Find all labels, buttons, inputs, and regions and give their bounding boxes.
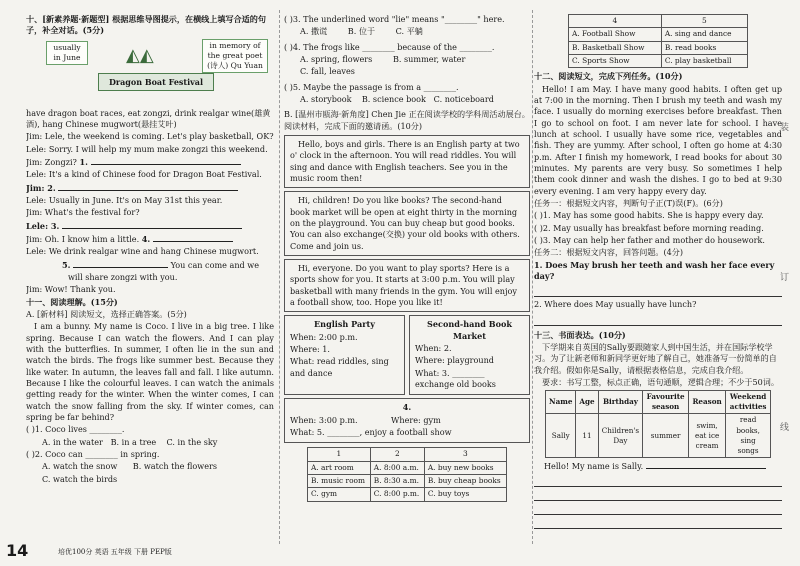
dialog-line: Jim: Zongzi? 1. <box>26 156 274 168</box>
q3-options: A. 撒谎 B. 位于 C. 平躺 <box>300 26 423 37</box>
judge-item: ( )2. May usually has breakfast before morning reading. <box>534 222 764 233</box>
notice-card: Hello, boys and girls. There is an English party at two o' clock in the afternoon. You will read riddles. You will sing and dance with English teachers. See you in the music room then! <box>284 135 530 188</box>
invitation-market: Second-hand Book Market When: 2. Where: playground What: 3. ________ exchange old books <box>409 315 530 395</box>
s12-title: 十二、阅读短文，完成下列任务。(10分) <box>534 71 683 82</box>
q5: ( )5. Maybe the passage is from a ________. <box>284 81 459 92</box>
dialog-line: Jim: Lele, the weekend is coming. Let's play basketball, OK? <box>26 131 274 142</box>
binding-mark: 装 <box>780 123 790 133</box>
answer-table-2: 4 5 A. Football Show A. sing and dance B. Basketball Show B. read books C. Sports Show C. play basketball <box>568 14 748 68</box>
mind-map <box>26 39 274 105</box>
dialog-line: Lele: Usually in June. It's on May 31st this year. <box>26 194 223 205</box>
dialog-line: Lele: It's a kind of Chinese food for Dragon Boat Festival. <box>26 169 262 180</box>
column-right <box>534 14 782 562</box>
answer-line <box>534 312 782 326</box>
q2: ( )2. Coco can ________ in spring. <box>26 448 160 459</box>
q2-option-c: C. watch the birds <box>42 473 118 484</box>
q4: ( )4. The frogs like ________ because of the ________. <box>284 41 495 52</box>
answer-q2: 2. Where does May usually have lunch? <box>534 299 697 310</box>
invitation-party: English Party When: 2:00 p.m. Where: 1. What: read riddles, sing and dance <box>284 315 405 395</box>
q1-options: A. in the water B. in a tree C. in the sky <box>42 436 218 447</box>
answer-line <box>534 283 782 297</box>
task1-title: 任务一：根据短文内容，判断句子正(T)误(F)。(6分) <box>534 198 723 209</box>
dialog-line: Lele: Sorry. I will help my mum make zongzi this weekend. <box>26 143 268 154</box>
s11-title: 十一、阅读理解。(15分) <box>26 296 118 307</box>
passage-may: Hello! I am May. I have many good habits. I often get up at 7:00 in the morning. Then I brush my teeth and wash my face. I usually do morning exercises before breakfast. Then I go to school on foot. I am never late for school. I have lunch at school. I usually have some rice, vegetables and fish. They are yummy. After school, I often go home at 4:30 p.m. After I finish my homework, I read books for about 30 minutes. My parents are very busy. So sometimes I help them cook dinner and wash the dishes. I go to bed at 9:30 every evening. I am very happy every day. <box>534 83 782 196</box>
judge-item: ( )3. May can help her father and mother do housework. <box>534 235 765 246</box>
mind-left: usually in June <box>46 41 88 66</box>
task2-title: 任务二：根据短文内容，回答问题。(4分) <box>534 247 684 258</box>
passage-a: I am a bunny. My name is Coco. I live in a big tree. I like spring. Because I can watch the flowers. And I can play with the butterflies. In summer, I often lie in the sun and watch the birds. The frogs like summer best. Because they like water. In autumn, the leaves fall and fall. I like autumn. Because I like the colourful leaves. I can watch the animals getting ready for the winter. When the winter comes, I can watch the snow falling from the sky. If winter comes, can spring be far behind? <box>26 321 274 422</box>
profile-table: Name Age Birthday Favourite season Reason Weekend activities Sally 11 Children's Day summer swim, eat ice cream read books, sing songs <box>545 390 771 457</box>
s13-req: 要求：书写工整，标点正确，语句通顺，逻辑合理；不少于50词。 <box>542 376 779 387</box>
q4-option-c: C. fall, leaves <box>300 66 355 77</box>
column-middle <box>284 14 530 562</box>
s13-text: 下学期来自英国的Sally要跟随家人到中国生活，并在国际学校学习。为了让新老师和新同学更好地了解自己，她准备写一份简单的自我介绍。假如你是Sally，请根据表格信息，完成自我介绍。 <box>534 342 777 375</box>
dialog <box>26 131 274 295</box>
divider <box>279 10 280 544</box>
dialog-line: Lele: 3. <box>26 220 274 232</box>
q3: ( )3. The underlined word "lie" means "________" here. <box>284 14 505 24</box>
column-left <box>26 14 274 542</box>
q5-options: A. storybook B. science book C. noticeboard <box>300 93 494 104</box>
writing-lines <box>534 473 782 529</box>
answer-q1: 1. Does May brush her teeth and wash her face every day? <box>534 259 775 282</box>
invitation-sports: 4. When: 3:00 p.m. Where: gym What: 5. ________, enjoy a football show <box>284 398 530 443</box>
q2-options: A. watch the snow B. watch the flowers <box>42 461 218 472</box>
q4-options: A. spring, flowers B. summer, water <box>300 53 466 64</box>
notice-card: Hi, everyone. Do you want to play sports? Here is a sports show for you. It starts at 3:00 p.m. You will play basketball with many friends in the gym. You will enjoy a football show, too. Hope you like it! <box>284 259 530 312</box>
answer-table-1: 1 2 3 A. art room A. 8:00 a.m. A. buy new books B. music room B. 8:30 a.m. B. buy cheap books C. gym C. 8:00 p.m. C. buy toys <box>307 447 507 501</box>
dialog-line: Jim: Wow! Thank you. <box>26 284 116 295</box>
judge-item: ( )1. May has some good habits. She is happy every day. <box>534 210 764 221</box>
zongzi-icon: ◭◭ <box>126 44 154 66</box>
dialog-line: will share zongzi with you. <box>68 271 178 282</box>
mind-right: in memory of the great poet (诗人) Qu Yuan <box>202 39 268 74</box>
writing-start: Hello! My name is Sally. <box>534 460 782 472</box>
dialog-line: Jim: 2. <box>26 182 274 194</box>
s11a-title: A. [新材料] 阅读短文，选择正确答案。(5分) <box>26 308 187 319</box>
q1: ( )1. Coco lives ________. <box>26 424 125 435</box>
s10-title: 十、[新素养题·新题型] 根据思维导图提示，在横线上填写合适的句子，补全对话。(5分) <box>26 14 266 36</box>
footer-text: 培优100分 英语 五年级 下册 PEP版 <box>58 548 172 557</box>
dialog-line: 5. You can come and we <box>62 259 260 270</box>
notice-card: Hi, children! Do you like books? The second-hand book market will be open at eight thirty in the morning on the playground. You can buy cheap but good books. You can also exchange(交换) your old books with others. Come and join us. <box>284 191 530 256</box>
s11b-title: B. [温州市瓯海·新角度] Chen Jie 正在阅读学校的学科周活动展台。阅读材料，完成下面的邀请函。(10分) <box>284 109 530 131</box>
binding-mark: 线 <box>780 423 790 433</box>
divider <box>532 10 533 544</box>
mind-center: Dragon Boat Festival <box>98 73 214 91</box>
invitations <box>284 315 530 395</box>
dialog-line: Lele: We drink realgar wine and hang Chinese mugwort. <box>26 246 259 257</box>
dialog-line: Jim: Oh. I know him a little. 4. <box>26 233 274 245</box>
dialog-line: Jim: What's the festival for? <box>26 207 140 218</box>
s13-title: 十三、书面表达。(10分) <box>534 329 626 340</box>
binding-mark: 订 <box>780 273 790 283</box>
mind-bottom: have dragon boat races, eat zongzi, drink realgar wine(雄黄酒), hang Chinese mugwort(悬挂艾叶) <box>26 107 271 129</box>
page-number: 14 <box>6 540 29 560</box>
